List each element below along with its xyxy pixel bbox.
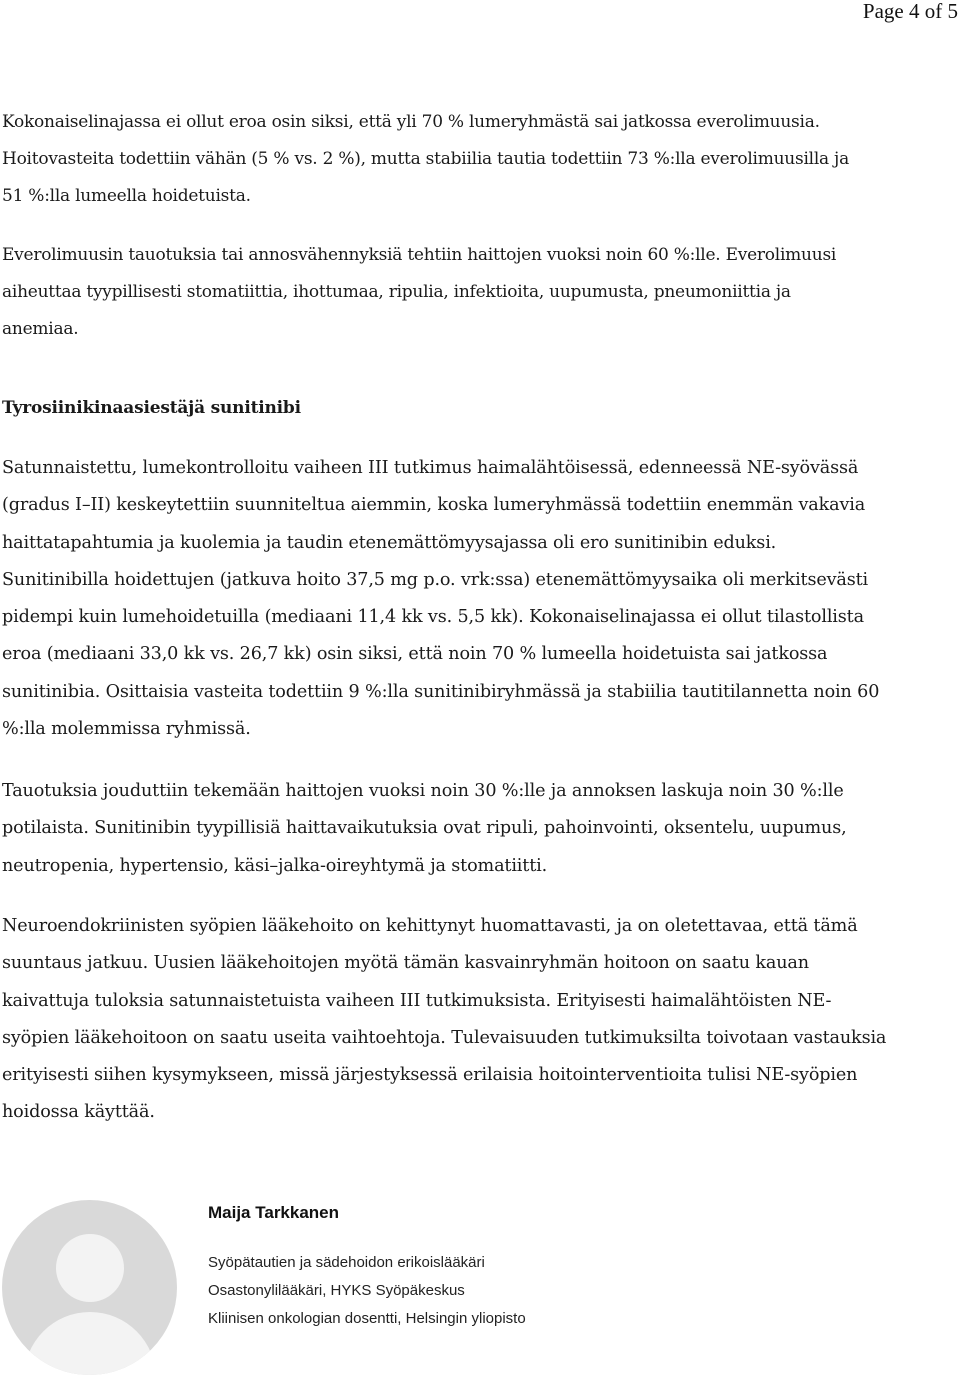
text-line: Sunitinibilla hoidettujen (jatkuva hoito 37,5 mg p.o. vrk:ssa) etenemättömyysaika oli merkitsevästi [2,569,869,590]
text-line: haittatapahtumia ja kuolemia ja taudin etenemättömyysajassa oli ero sunitinibin eduksi. [2,532,777,553]
paragraph-sunitinib-side-effects [2,773,958,885]
text-line: anemiaa. [2,319,79,339]
text-line: Kokonaiselinajassa ei ollut eroa osin siksi, että yli 70 % lumeryhmästä sai jatkossa everolimuusia. [2,112,820,132]
text-line: pidempi kuin lumehoidetuilla (mediaani 11,4 kk vs. 5,5 kk). Kokonaiselinajassa ei ollut tilastollista [2,607,864,628]
paragraph-sunitinib-study [2,450,958,748]
text-line: aiheuttaa tyypillisesti stomatiittia, ihottumaa, ripulia, infektioita, uupumusta, pneumoniittia ja [2,282,791,302]
text-line: syöpien lääkehoitoon on saatu useita vaihtoehtoja. Tulevaisuuden tutkimuksilta toivotaan vastauksia [2,1027,887,1048]
text-line: %:lla molemmissa ryhmissä. [2,719,251,740]
text-line: kaivattuja tuloksia satunnaistetuista vaiheen III tutkimuksista. Erityisesti haimalähtöisten NE- [2,990,832,1011]
paragraph-conclusion [2,908,958,1132]
paragraph-everolimus-side-effects [2,237,958,348]
paragraph-everolimus-survival [2,104,958,215]
author-role: Kliinisen onkologian dosentti, Helsingin yliopisto [208,1310,526,1327]
text-line: erityisesti siihen kysymykseen, missä järjestyksessä erilaisia hoitointerventioita tulisi NE-syöpien [2,1065,858,1086]
text-line: Satunnaistettu, lumekontrolloitu vaiheen III tutkimus haimalähtöisessä, edenneessä NE-syövässä [2,458,859,478]
text-line: Everolimuusin tauotuksia tai annosvähennyksiä tehtiin haittojen vuoksi noin 60 %:lle. Everolimuusi [2,245,837,265]
author-role: Syöpätautien ja sädehoidon erikoislääkäri [208,1254,485,1271]
text-line: suuntaus jatkuu. Uusien lääkehoitojen myötä tämän kasvainryhmän hoitoon on saatu kauan [2,953,809,974]
avatar-shoulders-shape [24,1312,156,1375]
text-line: Neuroendokriinisten syöpien lääkehoito on kehittynyt huomattavasti, ja on oletettavaa, että tämä [2,916,858,936]
text-line: Hoitovasteita todettiin vähän (5 % vs. 2 %), mutta stabiilia tautia todettiin 73 %:lla everolimuusilla ja [2,149,849,169]
page-number: Page 4 of 5 [862,0,958,23]
text-line: neutropenia, hypertensio, käsi–jalka-oireyhtymä ja stomatiitti. [2,855,548,876]
text-line: 51 %:lla lumeella hoidetuista. [2,186,251,206]
text-line: hoidossa käyttää. [2,1102,155,1123]
author-role: Osastonylilääkäri, HYKS Syöpäkeskus [208,1282,465,1299]
author-name: Maija Tarkkanen [208,1203,340,1222]
text-line: Tauotuksia jouduttiin tekemään haittojen vuoksi noin 30 %:lle ja annoksen laskuja noin 30 %:lle [2,781,844,801]
avatar-head-shape [56,1234,124,1302]
section-heading-sunitinib: Tyrosiinikinaasiestäjä sunitinibi [2,398,301,418]
text-line: (gradus I–II) keskeytettiin suunniteltua aiemmin, koska lumeryhmässä todettiin enemmän vakavia [2,495,866,516]
text-line: sunitinibia. Osittaisia vasteita todettiin 9 %:lla sunitinibiryhmässä ja stabiilia tautitilannetta noin 60 [2,681,880,702]
text-line: potilaista. Sunitinibin tyypillisiä haittavaikutuksia ovat ripuli, pahoinvointi, oksentelu, uupumus, [2,818,847,839]
text-line: eroa (mediaani 33,0 kk vs. 26,7 kk) osin siksi, että noin 70 % lumeella hoidetuista sai jatkossa [2,644,828,665]
